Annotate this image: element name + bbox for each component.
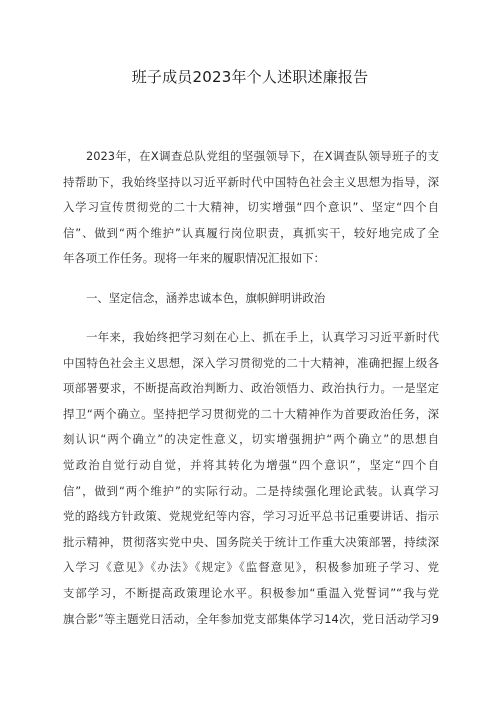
paragraph-line: 入学习宣传贯彻党的二十大精神，切实增强“四个意识”、坚定“四个自 bbox=[63, 200, 439, 215]
intro-paragraph bbox=[63, 144, 439, 272]
paragraph-line: 持帮助下，我始终坚持以习近平新时代中国特色社会主义思想为指导，深 bbox=[63, 174, 439, 189]
paragraph-line: 信”，做到“两个维护”的实际行动。二是持续强化理论武装。认真学习 bbox=[63, 483, 439, 498]
section-heading-text: 一、坚定信念，涵养忠诚本色，旗帜鲜明讲政治 bbox=[86, 291, 326, 305]
paragraph-line: 刻认识“两个确立”的决定性意义，切实增强拥护“两个确立”的思想自 bbox=[63, 432, 439, 447]
section-heading bbox=[63, 286, 439, 312]
paragraph-line: 项部署要求，不断提高政治判断力、政治领悟力、政治执行力。一是坚定 bbox=[63, 381, 439, 396]
paragraph-line: 入学习《意见》《办法》《规定》《监督意见》，积极参加班子学习、党 bbox=[63, 560, 439, 575]
paragraph-line: 批示精神，贯彻落实党中央、国务院关于统计工作重大决策部署，持续深 bbox=[63, 534, 439, 549]
paragraph-line: 2023年，在X调查总队党组的坚强领导下，在X调查队领导班子的支 bbox=[86, 149, 439, 163]
paragraph-line: 旗合影”等主题党日活动，全年参加党支部集体学习14次，党日活动学习9 bbox=[63, 611, 439, 626]
paragraph-line: 中国特色社会主义思想，深入学习贯彻党的二十大精神，准确把握上级各 bbox=[63, 355, 439, 370]
paragraph-line: 一年来，我始终把学习刻在心上、抓在手上，认真学习习近平新时代 bbox=[86, 330, 439, 344]
paragraph-line: 信”、做到“两个维护”认真履行岗位职责，真抓实干，较好地完成了全 bbox=[63, 225, 439, 240]
paragraph-line: 觉政治自觉行动自觉，并将其转化为增强“四个意识”，坚定“四个自 bbox=[63, 457, 439, 472]
paragraph-line: 党的路线方针政策、党规党纪等内容，学习习近平总书记重要讲话、指示 bbox=[63, 509, 439, 524]
paragraph-line: 支部学习，不断提高政策理论水平。积极参加“重温入党誓词”“我与党 bbox=[63, 585, 439, 600]
paragraph-line: 捍卫“两个确立。坚持把学习贯彻党的二十大精神作为首要政治任务，深 bbox=[63, 406, 439, 421]
paragraph-line: 年各项工作任务。现将一年来的履职情况汇报如下： bbox=[63, 251, 325, 266]
document-title: 班子成员2023年个人述职述廉报告 bbox=[131, 68, 369, 86]
section-paragraph bbox=[63, 325, 439, 632]
